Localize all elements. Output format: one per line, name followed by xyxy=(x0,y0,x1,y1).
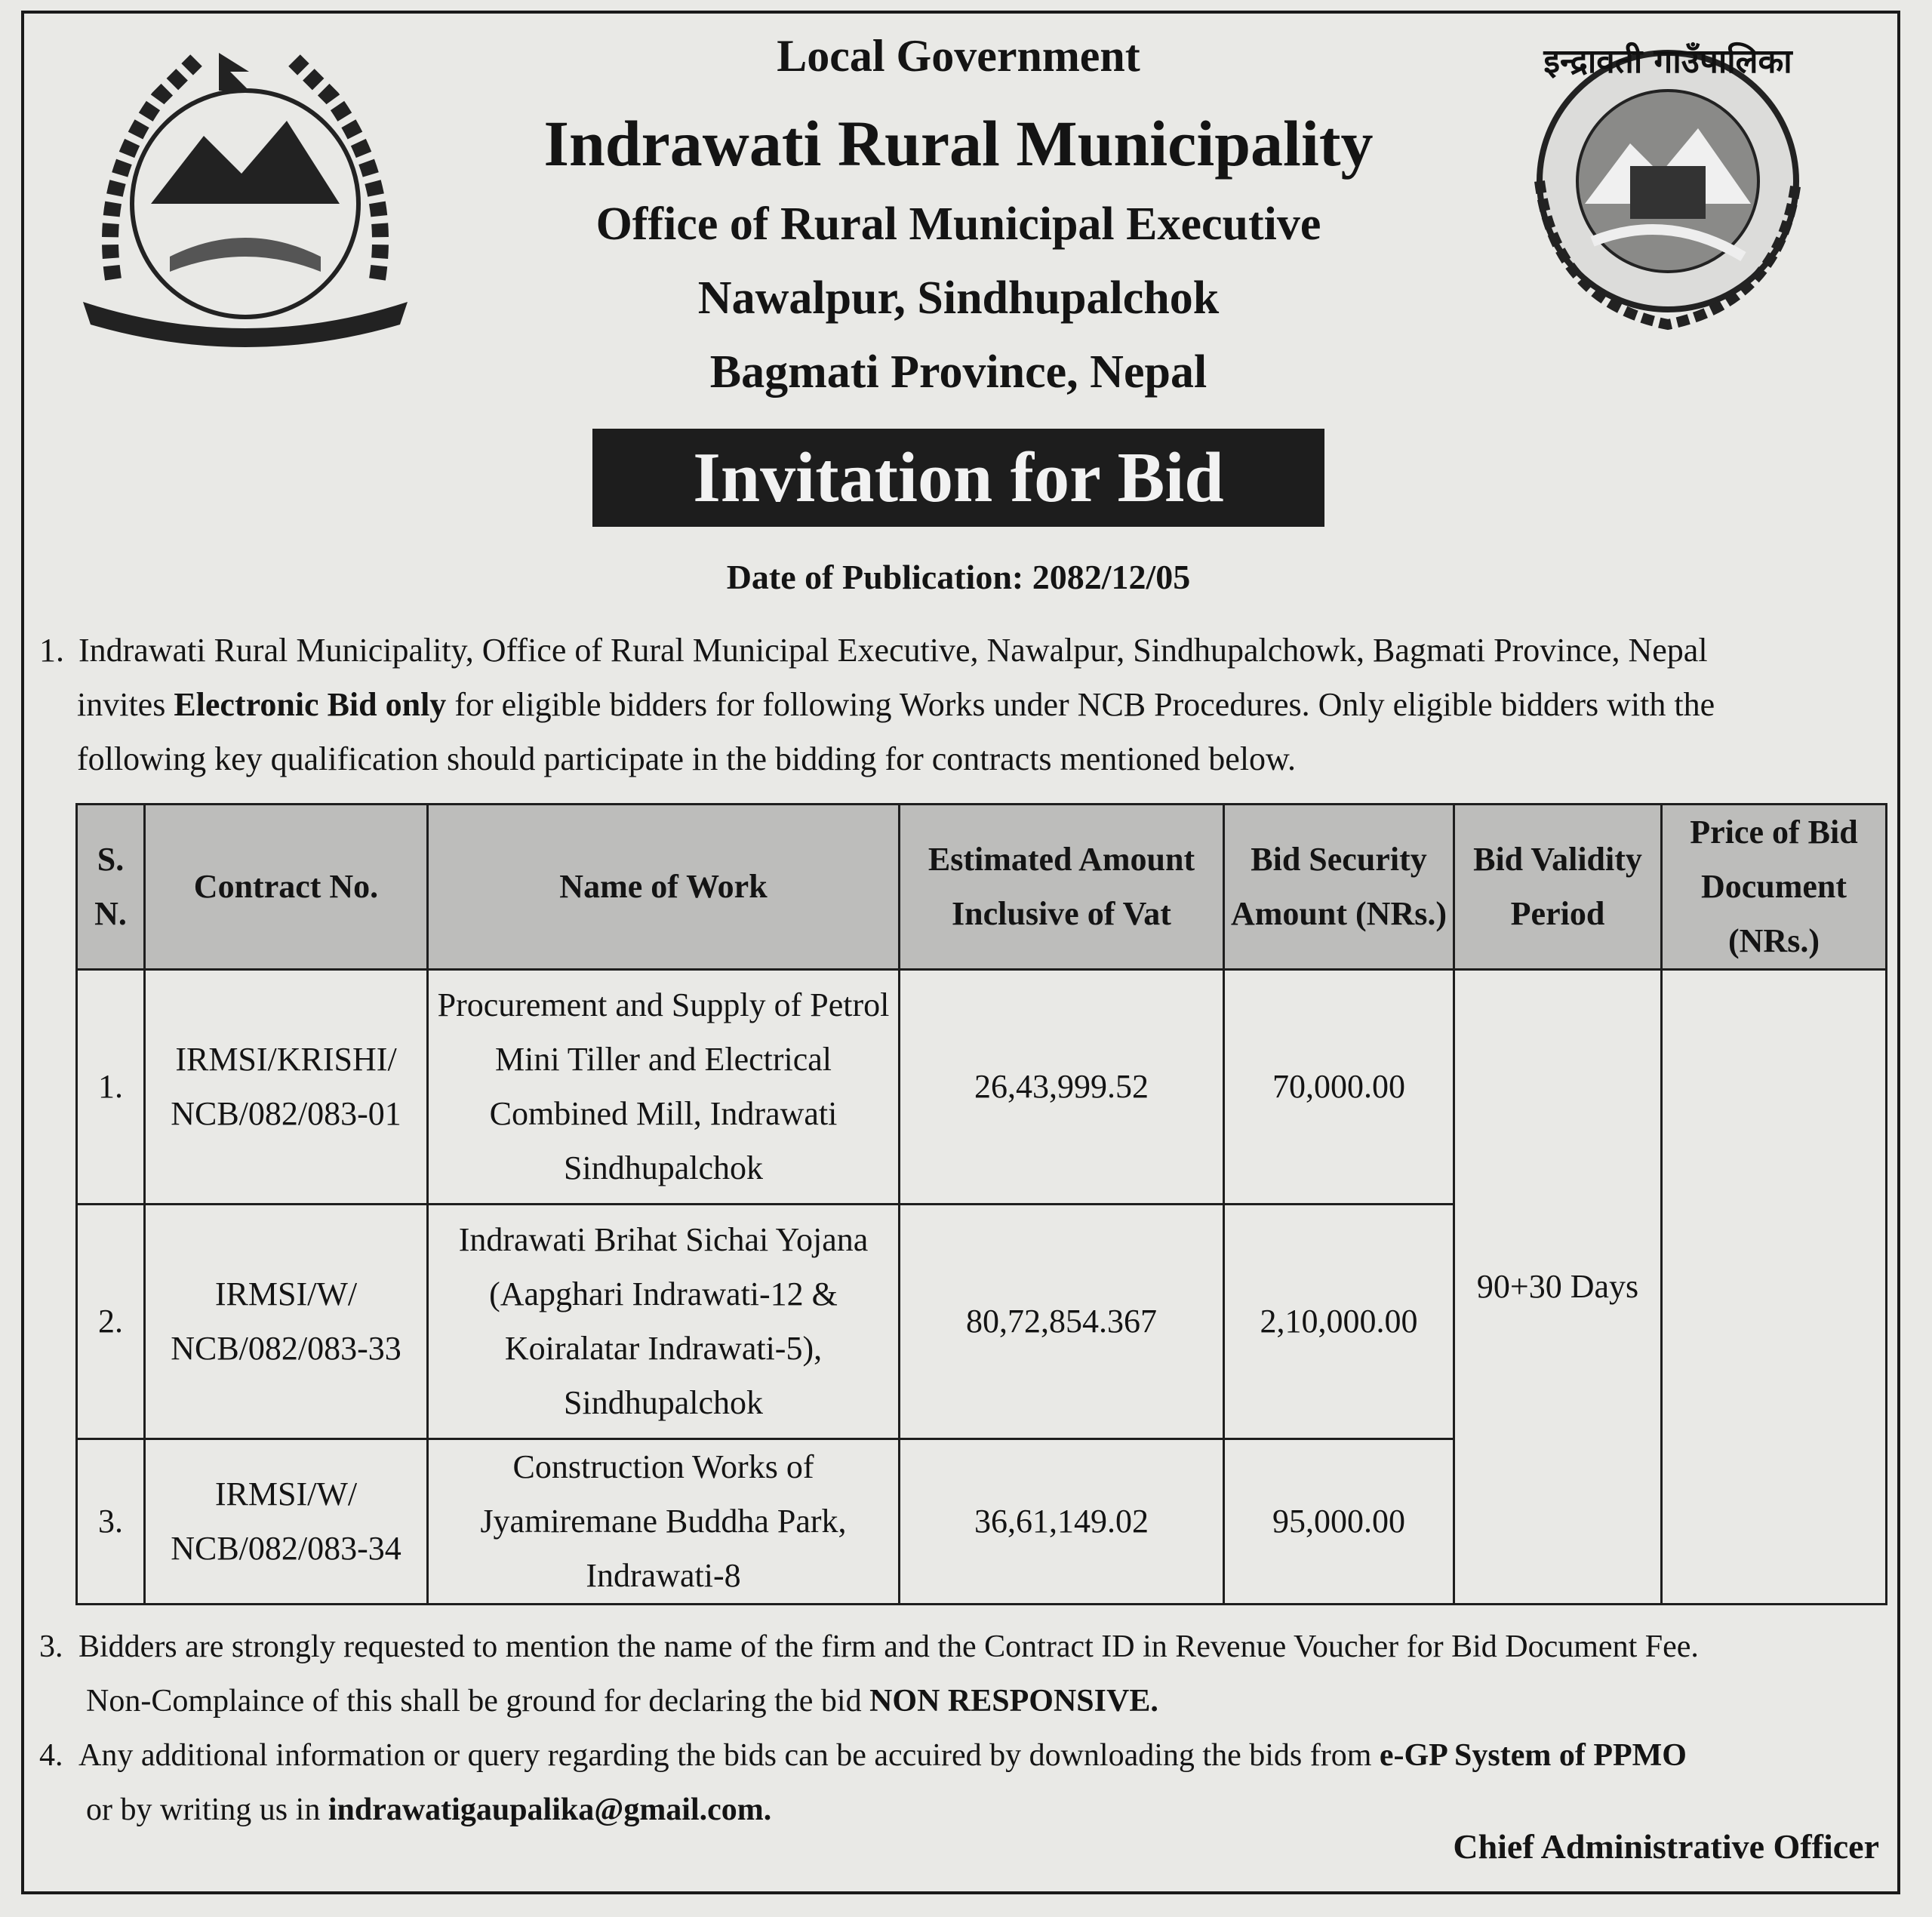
col-security: Bid Security Amount (NRs.) xyxy=(1224,805,1454,970)
intro-text: for eligible bidders for following Works under NCB Procedures. Only eligible bidders with the xyxy=(446,686,1715,723)
cell-sn: 2. xyxy=(77,1205,145,1439)
egp-system-name: e-GP System of PPMO xyxy=(1379,1738,1687,1773)
cell-sn: 1. xyxy=(77,970,145,1205)
col-validity: Bid Validity Period xyxy=(1454,805,1662,970)
bid-table xyxy=(75,803,1887,1605)
note-text: Any additional information or query regarding the bids can be accuired by downloading the bids from xyxy=(78,1738,1380,1773)
cell-validity: 90+30 Days xyxy=(1454,970,1662,1605)
item-number: 4. xyxy=(39,1738,63,1773)
cell-contract: IRMSI/W/ NCB/082/083-34 xyxy=(145,1439,428,1605)
item-number: 3. xyxy=(39,1629,63,1664)
contact-email: indrawatigaupalika@gmail.com. xyxy=(328,1792,772,1827)
col-price: Price of Bid Document (NRs.) xyxy=(1662,805,1887,970)
publication-date: Date of Publication: 2082/12/05 xyxy=(726,558,1191,596)
note-text: or by writing us in xyxy=(86,1792,328,1827)
col-amount: Estimated Amount Inclusive of Vat xyxy=(900,805,1224,970)
intro-text: invites xyxy=(77,686,174,723)
cell-work: Indrawati Brihat Sichai Yojana (Aapghari Indrawati-12 & Koiralatar Indrawati-5), Sindhupalchok xyxy=(428,1205,900,1439)
cell-contract: IRMSI/W/ NCB/082/083-33 xyxy=(145,1205,428,1439)
logo-lettering: इन्द्रावती गाउँपालिका xyxy=(1543,42,1792,81)
nepal-government-emblem-icon xyxy=(68,30,423,347)
office-location: Nawalpur, Sindhupalchok xyxy=(697,272,1220,324)
cell-contract: IRMSI/KRISHI/ NCB/082/083-01 xyxy=(145,970,428,1205)
col-sn: S. N. xyxy=(77,805,145,970)
office-name: Office of Rural Municipal Executive xyxy=(595,198,1321,250)
signatory: Chief Administrative Officer xyxy=(1453,1827,1879,1866)
cell-amount: 26,43,999.52 xyxy=(900,970,1224,1205)
cell-security: 95,000.00 xyxy=(1224,1439,1454,1605)
cell-price xyxy=(1662,970,1887,1605)
intro-line-3: following key qualification should participate in the bidding for contracts mentioned below. xyxy=(77,740,1296,777)
intro-line-1: Indrawati Rural Municipality, Office of Rural Municipal Executive, Nawalpur, Sindhupalchowk, Bagmati Province, Nepal xyxy=(78,632,1708,669)
cell-security: 70,000.00 xyxy=(1224,970,1454,1205)
note-3-line-2 xyxy=(39,1674,1896,1728)
item-number: 1. xyxy=(39,632,64,669)
notice-title: Invitation for Bid xyxy=(592,429,1324,527)
note-text: Non-Complaince of this shall be ground for declaring the bid xyxy=(86,1684,870,1719)
note-3 xyxy=(39,1620,1896,1728)
indrawati-municipality-logo-icon xyxy=(1509,15,1826,347)
intro-paragraph xyxy=(39,623,1888,786)
cell-sn: 3. xyxy=(77,1439,145,1605)
col-work: Name of Work xyxy=(428,805,900,970)
cell-amount: 36,61,149.02 xyxy=(900,1439,1224,1605)
note-3-line-1: Bidders are strongly requested to mention the name of the firm and the Contract ID in Revenue Voucher for Bid Document Fee. xyxy=(78,1629,1699,1664)
note-emphasis: NON RESPONSIVE. xyxy=(869,1684,1158,1719)
intro-line-2 xyxy=(39,678,1888,732)
col-contract: Contract No. xyxy=(145,805,428,970)
cell-work: Procurement and Supply of Petrol Mini Tiller and Electrical Combined Mill, Indrawati Sindhupalchok xyxy=(428,970,900,1205)
govt-level: Local Government xyxy=(777,31,1140,81)
cell-security: 2,10,000.00 xyxy=(1224,1205,1454,1439)
cell-work: Construction Works of Jyamiremane Buddha Park, Indrawati-8 xyxy=(428,1439,900,1605)
province: Bagmati Province, Nepal xyxy=(709,346,1208,398)
intro-emphasis: Electronic Bid only xyxy=(174,686,447,723)
table-header-row xyxy=(77,805,1887,970)
municipality-name: Indrawati Rural Municipality xyxy=(543,107,1374,180)
cell-amount: 80,72,854.367 xyxy=(900,1205,1224,1439)
note-4 xyxy=(39,1728,1896,1837)
table-row xyxy=(77,970,1887,1205)
